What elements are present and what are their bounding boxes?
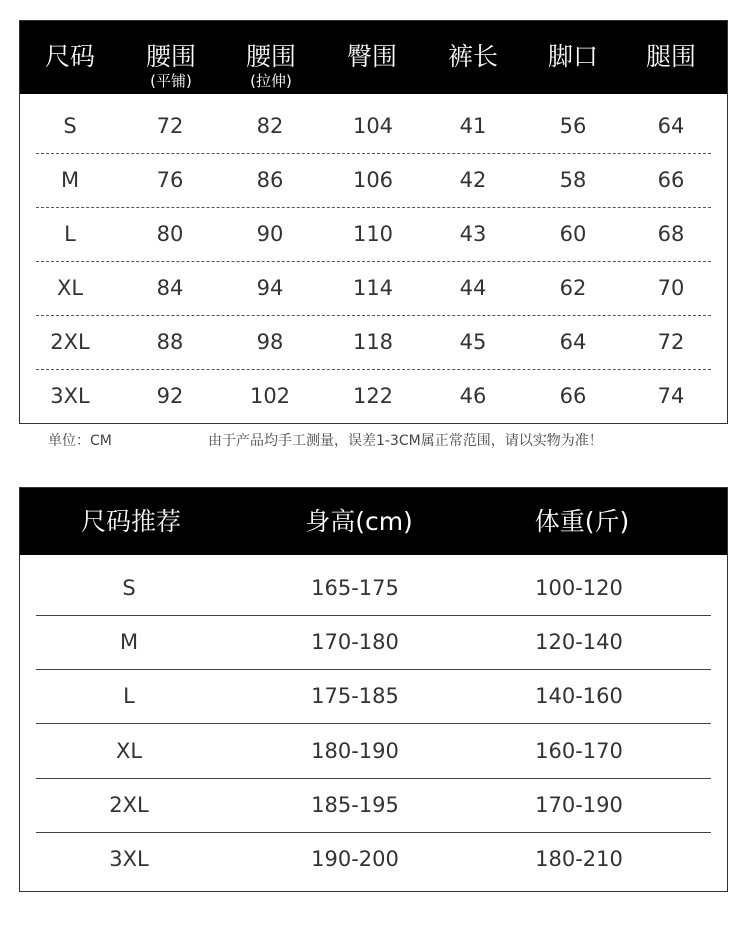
cell-waist-flat: 88 — [156, 330, 184, 354]
cell-hip: 104 — [352, 114, 394, 138]
unit-note: 单位：CM — [48, 433, 112, 449]
cell-waist-flat: 80 — [156, 222, 184, 246]
table-row — [36, 261, 711, 316]
cell-weight: 170-190 — [535, 793, 623, 817]
size-table-header — [20, 21, 727, 94]
cell-size: XL — [56, 276, 84, 300]
cell-size: M — [60, 168, 80, 192]
table-row — [36, 778, 711, 833]
cell-thigh: 74 — [657, 384, 685, 408]
table-row — [36, 315, 711, 370]
header-recommend-size: 尺码推荐 — [80, 507, 182, 536]
cell-size: S — [122, 576, 136, 600]
cell-size: 3XL — [50, 384, 90, 408]
cell-leg-opening: 64 — [559, 330, 587, 354]
header-leg-opening: 脚口 — [547, 42, 599, 71]
cell-thigh: 72 — [657, 330, 685, 354]
cell-length: 42 — [459, 168, 487, 192]
cell-leg-opening: 56 — [559, 114, 587, 138]
header-waist-flat: 腰围 (平铺) — [145, 42, 197, 90]
cell-weight: 140-160 — [535, 684, 623, 708]
header-hip: 臀围 — [346, 42, 398, 71]
header-weight: 体重(斤) — [534, 507, 630, 536]
cell-thigh: 68 — [657, 222, 685, 246]
table-row — [36, 615, 711, 670]
cell-waist-flat: 92 — [156, 384, 184, 408]
cell-thigh: 70 — [657, 276, 685, 300]
recommend-table — [19, 487, 728, 892]
cell-hip: 110 — [352, 222, 394, 246]
cell-size: XL — [115, 739, 143, 763]
cell-length: 41 — [459, 114, 487, 138]
cell-waist-flat: 76 — [156, 168, 184, 192]
cell-waist-flat: 72 — [156, 114, 184, 138]
cell-length: 44 — [459, 276, 487, 300]
cell-size: M — [119, 630, 139, 654]
table-row — [36, 99, 711, 154]
cell-waist-stretch: 98 — [256, 330, 284, 354]
cell-leg-opening: 58 — [559, 168, 587, 192]
cell-waist-stretch: 86 — [256, 168, 284, 192]
cell-size: 2XL — [50, 330, 90, 354]
measurement-disclaimer: 由于产品均手工测量，误差1-3CM属正常范围，请以实物为准！ — [208, 433, 603, 449]
cell-height: 185-195 — [311, 793, 399, 817]
cell-leg-opening: 66 — [559, 384, 587, 408]
cell-height: 165-175 — [311, 576, 399, 600]
cell-size: S — [63, 114, 77, 138]
cell-size: L — [123, 684, 135, 708]
cell-height: 190-200 — [311, 847, 399, 871]
cell-size: 2XL — [109, 793, 149, 817]
cell-length: 45 — [459, 330, 487, 354]
cell-leg-opening: 60 — [559, 222, 587, 246]
cell-hip: 106 — [352, 168, 394, 192]
table-row — [36, 561, 711, 616]
cell-size: L — [64, 222, 76, 246]
table-row — [36, 369, 711, 423]
cell-waist-stretch: 90 — [256, 222, 284, 246]
cell-height: 180-190 — [311, 739, 399, 763]
table-row — [36, 669, 711, 724]
header-waist-stretch: 腰围 (拉伸) — [245, 42, 297, 90]
cell-height: 175-185 — [311, 684, 399, 708]
cell-hip: 118 — [352, 330, 394, 354]
table-row — [36, 832, 711, 886]
table-row — [36, 207, 711, 262]
cell-thigh: 64 — [657, 114, 685, 138]
cell-length: 46 — [459, 384, 487, 408]
cell-weight: 160-170 — [535, 739, 623, 763]
cell-hip: 122 — [352, 384, 394, 408]
cell-waist-stretch: 102 — [249, 384, 291, 408]
header-size: 尺码 — [44, 42, 96, 71]
cell-length: 43 — [459, 222, 487, 246]
cell-waist-flat: 84 — [156, 276, 184, 300]
cell-height: 170-180 — [311, 630, 399, 654]
cell-size: 3XL — [109, 847, 149, 871]
cell-waist-stretch: 94 — [256, 276, 284, 300]
table-row — [36, 724, 711, 779]
cell-thigh: 66 — [657, 168, 685, 192]
cell-leg-opening: 62 — [559, 276, 587, 300]
header-height: 身高(cm) — [305, 507, 413, 536]
cell-weight: 120-140 — [535, 630, 623, 654]
cell-weight: 100-120 — [535, 576, 623, 600]
cell-hip: 114 — [352, 276, 394, 300]
header-length: 裤长 — [447, 42, 499, 71]
cell-waist-stretch: 82 — [256, 114, 284, 138]
cell-weight: 180-210 — [535, 847, 623, 871]
table-row — [36, 153, 711, 208]
size-table — [19, 20, 728, 424]
recommend-table-header — [20, 488, 727, 555]
header-thigh: 腿围 — [645, 42, 697, 71]
